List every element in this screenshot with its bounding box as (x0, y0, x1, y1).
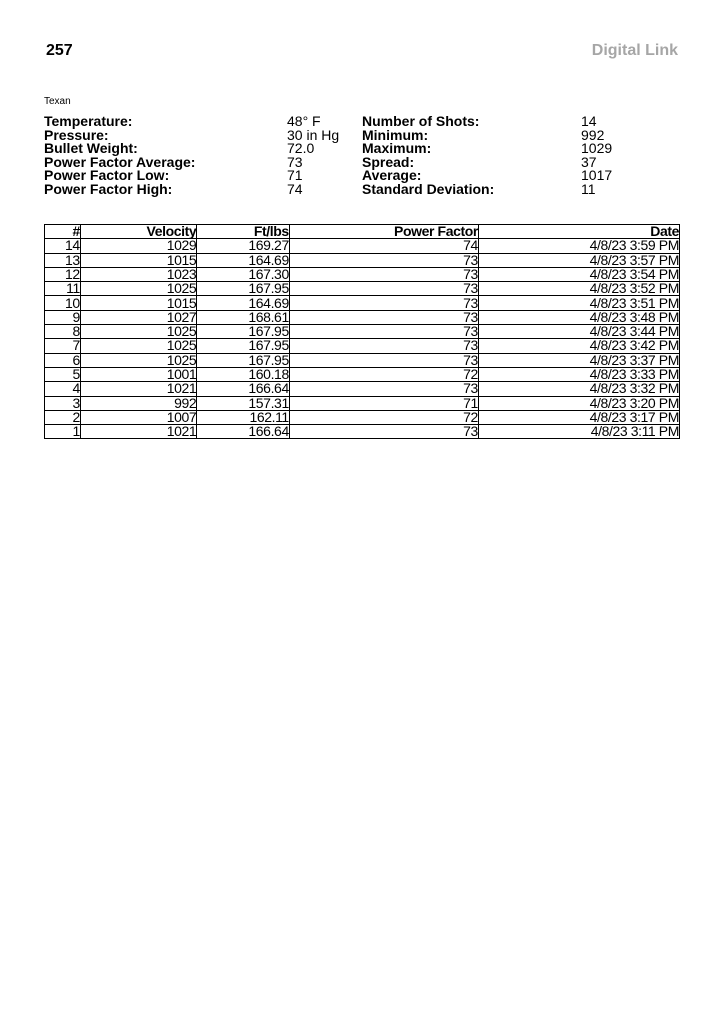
stat-label: Average: (362, 167, 422, 183)
table-cell: 2 (45, 410, 81, 424)
stat-label: Power Factor Average: (44, 153, 196, 170)
table-cell: 167.95 (197, 282, 290, 296)
stat-label: Power Factor High: (44, 180, 173, 197)
stat-value: 1029 (581, 140, 613, 156)
table-cell: 72 (289, 367, 478, 381)
table-cell: 160.18 (197, 367, 290, 381)
table-header-row (45, 225, 680, 239)
table-cell: 164.69 (197, 296, 290, 310)
table-cell: 1021 (80, 382, 196, 396)
table-cell: 157.31 (197, 396, 290, 410)
table-cell: 72 (289, 410, 478, 424)
table-row (45, 325, 680, 339)
table-row (45, 339, 680, 353)
table-cell: 167.95 (197, 339, 290, 353)
table-cell: 73 (289, 353, 478, 367)
table-cell: 5 (45, 367, 81, 381)
table-cell: 73 (289, 339, 478, 353)
stat-label: Power Factor Low: (44, 167, 170, 183)
column-header-velocity: Velocity (80, 225, 196, 239)
table-cell: 4/8/23 3:37 PM (478, 353, 679, 367)
subtitle: Texan (44, 96, 71, 107)
table-cell: 167.95 (197, 353, 290, 367)
table-cell: 71 (289, 396, 478, 410)
stat-value: 30 in Hg (287, 126, 340, 143)
table-row (45, 239, 680, 253)
table-row (45, 396, 680, 410)
table-cell: 167.30 (197, 267, 290, 281)
table-cell: 1015 (80, 296, 196, 310)
table-cell: 4/8/23 3:51 PM (478, 296, 679, 310)
column-header-ftlbs: Ft/lbs (197, 225, 290, 239)
table-cell: 164.69 (197, 253, 290, 267)
table-cell: 73 (289, 253, 478, 267)
table-cell: 6 (45, 353, 81, 367)
table-cell: 9 (45, 310, 81, 324)
table-cell: 4 (45, 382, 81, 396)
table-cell: 1027 (80, 310, 196, 324)
table-cell: 14 (45, 239, 81, 253)
table-cell: 11 (45, 282, 81, 296)
table-cell: 1029 (80, 239, 196, 253)
table-cell: 74 (289, 239, 478, 253)
stat-value: 992 (581, 126, 605, 143)
table-cell: 1007 (80, 410, 196, 424)
table-cell: 4/8/23 3:44 PM (478, 325, 679, 339)
table-cell: 7 (45, 339, 81, 353)
table-cell: 73 (289, 425, 478, 439)
table-row (45, 267, 680, 281)
stat-value: 37 (581, 153, 597, 170)
table-cell: 73 (289, 310, 478, 324)
table-cell: 4/8/23 3:48 PM (478, 310, 679, 324)
table-cell: 1025 (80, 282, 196, 296)
table-cell: 1001 (80, 367, 196, 381)
table-cell: 992 (80, 396, 196, 410)
table-cell: 73 (289, 282, 478, 296)
table-cell: 4/8/23 3:20 PM (478, 396, 679, 410)
table-row (45, 410, 680, 424)
table-cell: 1015 (80, 253, 196, 267)
table-cell: 4/8/23 3:33 PM (478, 367, 679, 381)
table-cell: 4/8/23 3:42 PM (478, 339, 679, 353)
shots-table (44, 224, 680, 439)
table-row (45, 310, 680, 324)
stat-value: 72.0 (287, 140, 315, 156)
table-row (45, 296, 680, 310)
column-header-date: Date (478, 225, 679, 239)
table-cell: 10 (45, 296, 81, 310)
table-cell: 73 (289, 325, 478, 339)
table-cell: 4/8/23 3:11 PM (478, 425, 679, 439)
table-cell: 73 (289, 267, 478, 281)
stat-label: Number of Shots: (362, 113, 480, 129)
table-cell: 169.27 (197, 239, 290, 253)
table-cell: 13 (45, 253, 81, 267)
table-row (45, 425, 680, 439)
table-cell: 8 (45, 325, 81, 339)
table-cell: 1025 (80, 353, 196, 367)
stat-value: 1017 (581, 167, 613, 183)
table-row (45, 282, 680, 296)
column-header-number: # (45, 225, 81, 239)
table-cell: 4/8/23 3:32 PM (478, 382, 679, 396)
table-cell: 167.95 (197, 325, 290, 339)
stat-label: Pressure: (44, 126, 109, 143)
table-row (45, 353, 680, 367)
table-cell: 166.64 (197, 382, 290, 396)
table-cell: 1025 (80, 325, 196, 339)
stat-value: 11 (581, 180, 596, 197)
table-cell: 73 (289, 382, 478, 396)
table-cell: 1023 (80, 267, 196, 281)
table-cell: 1 (45, 425, 81, 439)
table-row (45, 382, 680, 396)
table-cell: 4/8/23 3:57 PM (478, 253, 679, 267)
stat-label: Maximum: (362, 140, 432, 156)
table-cell: 12 (45, 267, 81, 281)
table-cell: 168.61 (197, 310, 290, 324)
table-cell: 4/8/23 3:52 PM (478, 282, 679, 296)
table-cell: 1025 (80, 339, 196, 353)
stat-label: Bullet Weight: (44, 140, 138, 156)
table-cell: 4/8/23 3:54 PM (478, 267, 679, 281)
stat-value: 48° F (287, 113, 321, 129)
stat-value: 74 (287, 180, 303, 197)
table-cell: 3 (45, 396, 81, 410)
table-cell: 4/8/23 3:59 PM (478, 239, 679, 253)
page-title: 257 (46, 42, 73, 59)
table-cell: 4/8/23 3:17 PM (478, 410, 679, 424)
stat-label: Minimum: (362, 126, 429, 143)
brand-name: Digital Link (591, 42, 678, 59)
table-cell: 73 (289, 296, 478, 310)
table-row (45, 367, 680, 381)
table-cell: 162.11 (197, 410, 290, 424)
stat-value: 71 (287, 167, 303, 183)
table-cell: 166.64 (197, 425, 290, 439)
table-cell: 1021 (80, 425, 196, 439)
stat-label: Spread: (362, 153, 415, 170)
column-header-power-factor: Power Factor (289, 225, 478, 239)
stat-label: Standard Deviation: (362, 180, 495, 197)
stat-label: Temperature: (44, 113, 133, 129)
table-row (45, 253, 680, 267)
stat-value: 73 (287, 153, 303, 170)
stat-value: 14 (581, 113, 597, 129)
